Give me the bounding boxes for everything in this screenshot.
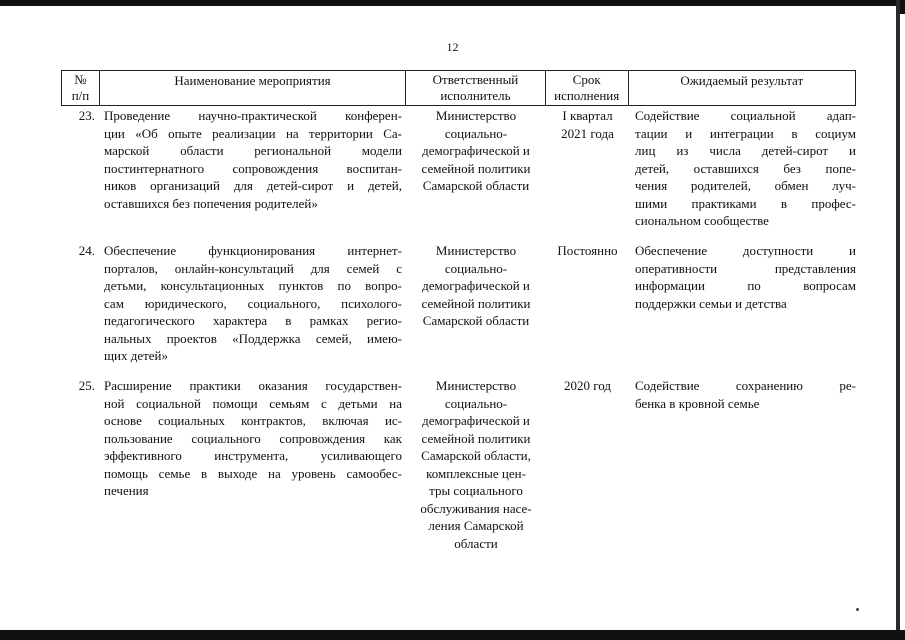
scan-bottom-edge xyxy=(0,630,905,640)
scan-top-edge xyxy=(0,0,905,6)
header-term: Срок исполнения xyxy=(546,71,629,105)
term: Постоянно xyxy=(557,243,618,258)
expected-result: Содействие социальной адап- тации и интеграции в социум лиц из числа детей-сирот и детей, оставшихся без попе- чения родителей, обмен луч- шими практиками в профес- сиональном сообществе xyxy=(635,108,856,228)
executor: Министерство социально- демографической и семейной политики Самарской области xyxy=(421,243,531,328)
header-event-name: Наименование мероприятия xyxy=(100,71,406,105)
executor: Министерство социально- демографической и семейной политики Самарской области xyxy=(421,108,531,193)
event-name: Проведение научно-практической конферен- ции «Об опыте реализации на территории Са- марской области региональной модели постинтернатного сопровождения воспитан- ников организаций для детей-сирот и детей, оставшихся без попечения родителей» xyxy=(104,108,402,211)
row-number: 23. xyxy=(78,108,95,123)
executor: Министерство социально- демографической и семейной политики Самарской области, комплексные цен- тры социального обслуживания насе- ления Самарской области xyxy=(420,378,532,551)
header-executor: Ответственный исполнитель xyxy=(406,71,546,105)
table-row-25 xyxy=(61,377,856,552)
header-number: № п/п xyxy=(62,71,100,105)
event-name: Расширение практики оказания государствен- ной социальной помощи семьям с детьми на основе социальных контрактов, включая ис- пользование социального сопровождения как эффективного инструмента, усиливающего помощь семье в выходе на уровень самообес- печения xyxy=(104,378,402,498)
scan-right-edge xyxy=(896,0,900,640)
events-table xyxy=(61,70,856,551)
row-number: 25. xyxy=(78,378,95,393)
expected-result: Содействие сохранению ре- бенка в кровной семье xyxy=(635,378,856,411)
event-name: Обеспечение функционирования интернет- порталов, онлайн-консультаций для семей с детьми, консультационных пунктов по вопро- сам юридического, социального, психолого- педагогического характера в рамках регио- нальных проектов «Поддержка семей, имею- щих детей» xyxy=(104,243,402,363)
page-number: 12 xyxy=(446,40,459,54)
table-header xyxy=(61,70,856,106)
expected-result: Обеспечение доступности и оперативности представления информации по вопросам поддержки семьи и детства xyxy=(635,243,856,311)
term: I квартал 2021 года xyxy=(561,108,614,141)
term: 2020 год xyxy=(564,378,611,393)
row-number: 24. xyxy=(78,243,95,258)
header-expected-result: Ожидаемый результат xyxy=(680,73,804,88)
table-row-23 xyxy=(61,107,856,230)
table-row-24 xyxy=(61,242,856,365)
scan-speck xyxy=(856,608,859,611)
